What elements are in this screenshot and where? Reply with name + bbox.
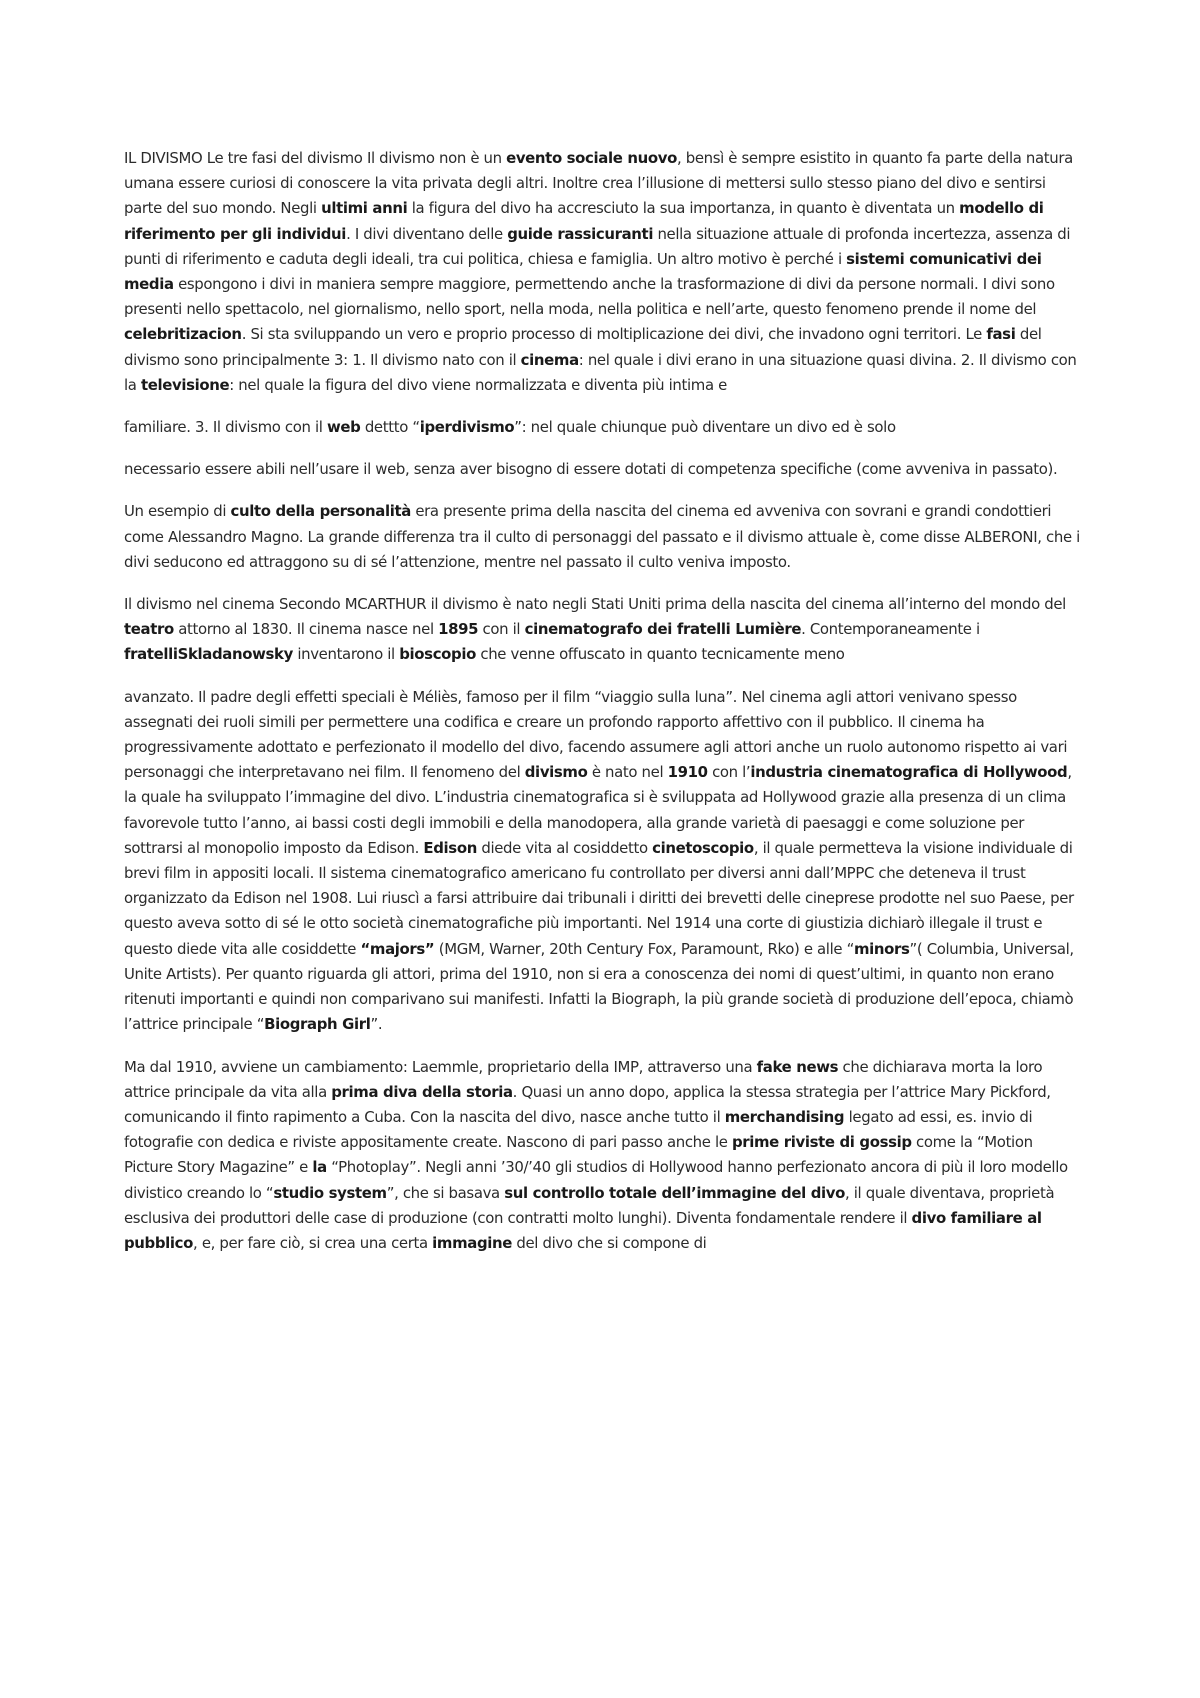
bold-text-run: sul controllo totale dell’immagine del divo xyxy=(504,1183,845,1202)
bold-text-run: teatro xyxy=(124,620,174,639)
text-run: è nato nel xyxy=(587,763,668,782)
text-run: dettto “ xyxy=(360,418,420,437)
bold-text-run: minors xyxy=(853,939,910,958)
text-run: attorno al 1830. Il cinema nasce nel xyxy=(173,620,439,639)
bold-text-run: industria cinematografica di Hollywood xyxy=(750,763,1068,782)
document-body xyxy=(124,146,1082,1273)
text-run: ”, che si basava xyxy=(386,1183,505,1202)
text-run: legato ad essi, es. invio di fotografie con dedica e riviste appositamente create. Nascono di pari passo anche le xyxy=(124,1107,1033,1152)
bold-text-run: divo familiare al pubblico xyxy=(124,1208,1042,1252)
paragraph xyxy=(124,457,1082,482)
bold-text-run: immagine xyxy=(432,1233,513,1252)
text-run: Ma dal 1910, avviene un cambiamento: Laemmle, proprietario della IMP, attraverso una xyxy=(124,1057,757,1076)
paragraph xyxy=(124,146,1082,398)
text-run: familiare. 3. Il divismo con il xyxy=(124,418,327,437)
bold-text-run: televisione xyxy=(140,375,230,394)
text-run: . Contemporaneamente i xyxy=(801,620,980,639)
text-run: IL DIVISMO Le tre fasi del divismo Il divismo non è un xyxy=(124,149,507,167)
text-run: come la “Motion Picture Story Magazine” e xyxy=(124,1133,1033,1177)
text-run: : nel quale i divi erano in una situazione quasi divina. 2. Il divismo con la xyxy=(124,350,1077,394)
text-run: ”( Columbia, Universal, Unite Artists). Per quanto riguarda gli attori, prima del 1910, non si era a conoscenza dei nomi di quest’ultimi, in quanto non erano ritenuti importanti e quindi non comparivano sui manifesti. Infatti la Biograph, la più grande società di produzione dell’epoca, chiamò l’attrice principale “ xyxy=(124,939,1074,1034)
bold-text-run: culto della personalità xyxy=(230,502,411,521)
text-run: , la quale ha sviluppato l’immagine del divo. L’industria cinematografica si è sviluppata ad Hollywood grazie alla presenza di un clima favorevole tutto l’anno, ai bassi costi degli immobili e della manodopera, alla grande varietà di paesaggi e come soluzione per sottrarsi al monopolio imposto da Edison. xyxy=(124,763,1072,857)
text-run: del divismo sono principalmente 3: 1. Il divismo nato con il xyxy=(124,325,1042,369)
text-run: (MGM, Warner, 20th Century Fox, Paramount, Rko) e alle “ xyxy=(434,939,854,958)
bold-text-run: la xyxy=(312,1158,327,1177)
paragraph xyxy=(124,685,1082,1038)
paragraph xyxy=(124,1055,1082,1257)
bold-text-run: studio system xyxy=(273,1183,387,1202)
text-run: . Quasi un anno dopo, applica la stessa strategia per l’attrice Mary Pickford, comunicando il finto rapimento a Cuba. Con la nascita del divo, nasce anche tutto il xyxy=(124,1082,1051,1126)
bold-text-run: 1895 xyxy=(438,620,479,639)
text-run: la figura del divo ha accresciuto la sua importanza, in quanto è diventata un xyxy=(407,199,960,218)
paragraph xyxy=(124,415,1082,440)
text-run: che venne offuscato in quanto tecnicamente meno xyxy=(476,645,845,664)
bold-text-run: fake news xyxy=(756,1057,839,1076)
bold-text-run: 1910 xyxy=(667,763,708,782)
paragraph xyxy=(124,592,1082,668)
bold-text-run: bioscopio xyxy=(399,645,476,664)
text-run: che dichiarava morta la loro attrice principale da vita alla xyxy=(124,1057,1043,1101)
text-run: con l’ xyxy=(707,763,751,782)
text-run: necessario essere abili nell’usare il web, senza aver bisogno di essere dotati di competenza specifiche (come avveniva in passato). xyxy=(124,460,1058,479)
bold-text-run: prima diva della storia xyxy=(331,1082,513,1101)
bold-text-run: “majors” xyxy=(360,939,435,958)
text-run: espongono i divi in maniera sempre maggiore, permettendo anche la trasformazione di divi da persone normali. I divi sono presenti nello spettacolo, nel giornalismo, nello sport, nella moda, nella politica e nell’arte, questo fenomeno prende il nome del xyxy=(124,275,1055,319)
text-run: era presente prima della nascita del cinema ed avveniva con sovrani e grandi condottieri come Alessandro Magno. La grande differenza tra il culto di personaggi del passato e il divismo attuale è, come disse ALBERONI, che i divi seducono ed attraggono su di sé l’attenzione, mentre nel passato il culto veniva imposto. xyxy=(124,502,1080,571)
text-run: Il divismo nel cinema Secondo MCARTHUR il divismo è nato negli Stati Uniti prima della nascita del cinema all’interno del mondo del xyxy=(124,595,1066,614)
text-run: ”. xyxy=(370,1015,383,1034)
text-run: con il xyxy=(478,620,525,639)
text-run: inventarono il xyxy=(292,645,400,664)
text-run: . Si sta sviluppando un vero e proprio processo di moltiplicazione dei divi, che invadono ogni territori. Le xyxy=(241,325,987,344)
bold-text-run: modello di riferimento per gli individui xyxy=(124,199,1044,243)
text-run: nella situazione attuale di profonda incertezza, assenza di punti di riferimento e caduta degli ideali, tra cui politica, chiesa e famiglia. Un altro motivo è perché i xyxy=(124,224,1071,268)
bold-text-run: ultimi anni xyxy=(321,199,408,218)
text-run: , il quale diventava, proprietà esclusiva dei produttori delle case di produzione (con contratti molto lunghi). Diventa fondamentale rendere il xyxy=(124,1183,1055,1227)
bold-text-run: Edison xyxy=(423,838,477,857)
bold-text-run: evento sociale nuovo xyxy=(506,149,677,167)
bold-text-run: prime riviste di gossip xyxy=(731,1133,912,1152)
text-run: del divo che si compone di xyxy=(512,1233,707,1252)
text-run: . I divi diventano delle xyxy=(346,224,508,243)
text-run: , e, per fare ciò, si crea una certa xyxy=(193,1233,433,1252)
bold-text-run: sistemi comunicativi dei media xyxy=(124,249,1042,294)
text-run: “Photoplay”. Negli anni ’30/’40 gli studios di Hollywood hanno perfezionato ancora di più il loro modello divistico creando lo “ xyxy=(124,1158,1068,1202)
bold-text-run: Biograph Girl xyxy=(264,1015,371,1034)
text-run: Un esempio di xyxy=(124,502,231,521)
paragraph xyxy=(124,499,1082,575)
bold-text-run: merchandising xyxy=(724,1107,845,1126)
bold-text-run: fratelliSkladanowsky xyxy=(124,645,293,664)
text-run: diede vita al cosiddetto xyxy=(476,838,653,857)
bold-text-run: web xyxy=(326,418,361,437)
text-run: avanzato. Il padre degli effetti speciali è Méliès, famoso per il film “viaggio sulla luna”. Nel cinema agli attori venivano spesso assegnati dei ruoli simili per permettere una codifica e creare un profondo rapporto affettivo con il pubblico. Il cinema ha progressivamente adottato e perfezionato il modello del divo, facendo assumere agli attori anche un ruolo autonomo rispetto ai vari personaggi che interpretavano nei film. Il fenomeno del xyxy=(124,687,1068,782)
bold-text-run: iperdivismo xyxy=(419,418,515,437)
text-run: , bensì è sempre esistito in quanto fa parte della natura umana essere curiosi di conoscere la vita privata degli altri. Inoltre crea l’illusione di mettersi sullo stesso piano del divo e sentirsi parte del suo mondo. Negli xyxy=(124,149,1073,218)
bold-text-run: guide rassicuranti xyxy=(507,224,654,243)
bold-text-run: cinetoscopio xyxy=(652,838,754,857)
bold-text-run: cinematografo dei fratelli Lumière xyxy=(524,620,802,639)
bold-text-run: celebritizacion xyxy=(124,325,242,344)
text-run: : nel quale la figura del divo viene normalizzata e diventa più intima e xyxy=(229,375,727,394)
bold-text-run: cinema xyxy=(520,350,579,369)
text-run: , il quale permetteva la visione individuale di brevi film in appositi locali. Il sistema cinematografico americano fu controllato per diversi anni dall’MPPC che deteneva il trust organizzato da Edison nel 1908. Lui riuscì a farsi attribuire dai tribunali i diritti dei brevetti delle cineprese prodotte nel suo Paese, per questo aveva sotto di sé le otto società cinematografiche più importanti. Nel 1914 una corte di giustizia dichiarò illegale il trust e questo diede vita alle cosiddette xyxy=(124,838,1074,958)
bold-text-run: divismo xyxy=(524,763,588,782)
bold-text-run: fasi xyxy=(986,325,1016,344)
text-run: ”: nel quale chiunque può diventare un divo ed è solo xyxy=(514,418,896,437)
